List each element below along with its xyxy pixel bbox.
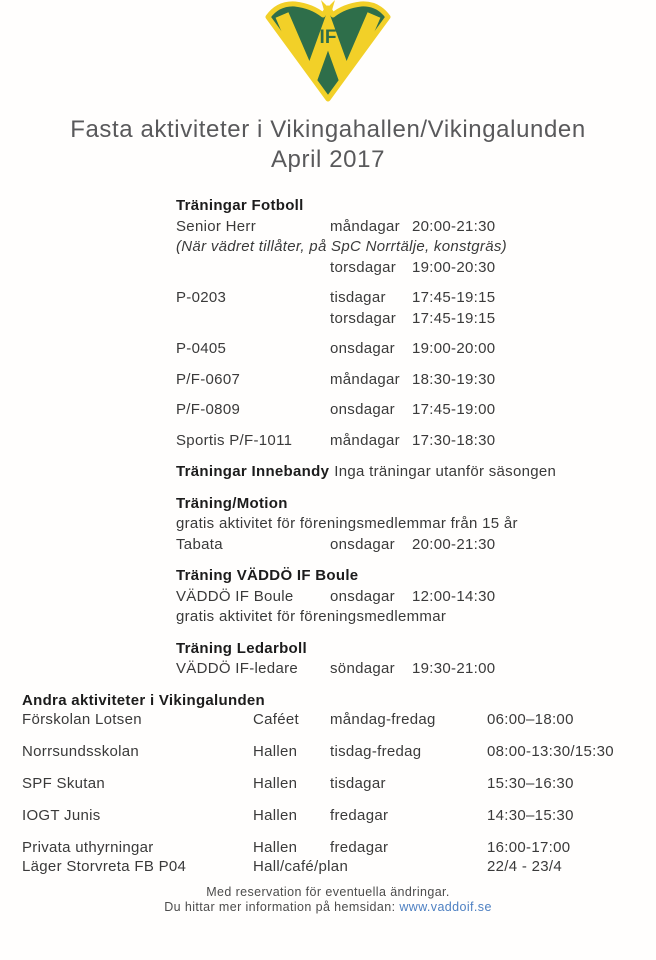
row-time: 17:45-19:15	[412, 309, 496, 327]
row-time: 20:00-21:30	[412, 217, 496, 235]
schedule-row	[176, 431, 656, 452]
row-day: torsdagar	[330, 258, 397, 276]
activity-row	[22, 774, 656, 793]
schedule-row	[176, 587, 656, 608]
spacer	[176, 483, 656, 494]
row-time: 17:45-19:15	[412, 289, 496, 306]
schedule-row	[176, 659, 656, 680]
activity-day: fredagar	[330, 838, 389, 856]
footer-info-text: Du hittar mer information på hemsidan:	[164, 900, 400, 914]
innebandy-note: Inga träningar utanför säsongen	[334, 463, 557, 480]
weather-note: (När vädret tillåter, på SpC Norrtälje, konstgräs)	[176, 238, 507, 255]
row-time: 19:30-21:00	[412, 660, 496, 677]
row-day: måndagar	[330, 217, 400, 235]
logo-if-text: IF	[319, 27, 337, 48]
row-label: Sportis P/F-1011	[176, 431, 293, 449]
section-heading-ledarboll: Träning Ledarboll	[176, 639, 307, 657]
activity-day: fredagar	[330, 806, 389, 824]
spacer	[176, 278, 656, 288]
activity-name: Privata uthyrningar	[22, 838, 154, 856]
section-boule	[176, 566, 656, 628]
title-line2: April 2017	[270, 146, 386, 173]
page-title	[0, 115, 656, 175]
row-time: 12:00-14:30	[412, 587, 496, 605]
activity-place: Hallen	[253, 774, 298, 792]
row-label: Tabata	[176, 535, 223, 553]
spacer	[176, 451, 656, 462]
activity-name: Förskolan Lotsen	[22, 710, 142, 728]
footer-disclaimer: Med reservation för eventuella ändringar.	[206, 884, 450, 899]
section-heading-innebandy: Träningar Innebandy	[176, 463, 330, 480]
spacer	[176, 555, 656, 566]
row-label: P/F-0607	[176, 370, 241, 388]
activity-day: tisdag-fredag	[330, 742, 422, 760]
section-innebandy	[176, 462, 656, 483]
schedule-row	[176, 370, 656, 391]
row-day: onsdagar	[330, 401, 395, 418]
row-label: VÄDDÖ IF-ledare	[176, 660, 299, 677]
activity-time: 15:30–16:30	[487, 774, 574, 792]
activity-name: Norrsundsskolan	[22, 742, 140, 760]
section-heading-andra: Andra aktiviteter i Vikingalunden	[22, 691, 266, 709]
schedule-row	[176, 258, 656, 279]
club-logo	[0, 0, 656, 102]
schedule-row	[176, 217, 656, 238]
activity-place: Hall/café/plan	[253, 857, 349, 875]
training-schedule	[0, 196, 656, 680]
section-heading-fotboll: Träningar Fotboll	[176, 197, 304, 214]
spacer	[176, 390, 656, 400]
schedule-row	[176, 288, 656, 309]
activity-place: Hallen	[253, 742, 298, 760]
activity-row	[22, 806, 656, 825]
activity-day: måndag-fredag	[330, 710, 436, 728]
row-day: onsdagar	[330, 587, 395, 605]
title-line1: Fasta aktiviteter i Vikingahallen/Vikingalunden	[70, 116, 586, 143]
spacer	[176, 360, 656, 370]
row-day: tisdagar	[330, 289, 386, 306]
activity-name: Läger Storvreta FB P04	[22, 857, 187, 875]
activity-place: Caféet	[253, 710, 299, 728]
row-day: onsdagar	[330, 340, 395, 357]
schedule-row	[176, 309, 656, 330]
activity-name: SPF Skutan	[22, 774, 106, 792]
row-label: VÄDDÖ IF Boule	[176, 587, 294, 605]
section-ledarboll	[176, 639, 656, 680]
section-heading-boule: Träning VÄDDÖ IF Boule	[176, 567, 359, 584]
activity-row	[22, 857, 656, 876]
activity-time: 14:30–15:30	[487, 806, 574, 824]
activity-time: 08:00-13:30/15:30	[487, 742, 614, 760]
row-time: 17:30-18:30	[412, 431, 496, 449]
row-label: P/F-0809	[176, 401, 241, 418]
row-time: 19:00-20:30	[412, 258, 496, 276]
row-time: 17:45-19:00	[412, 401, 496, 418]
activity-day	[330, 857, 487, 876]
row-day: onsdagar	[330, 535, 395, 553]
footer-info-line	[0, 900, 656, 916]
schedule-row	[176, 400, 656, 421]
schedule-row	[176, 535, 656, 556]
activity-row	[22, 710, 656, 729]
row-day: måndagar	[330, 431, 400, 449]
activity-time: 22/4 - 23/4	[487, 857, 563, 875]
footer	[0, 885, 656, 916]
boule-note: gratis aktivitet för föreningsmedlemmar	[176, 608, 447, 625]
other-activities	[0, 691, 656, 876]
activity-time: 06:00–18:00	[487, 710, 574, 728]
motion-note: gratis aktivitet för föreningsmedlemmar från 15 år	[176, 515, 518, 532]
schedule-row	[176, 339, 656, 360]
website-link[interactable]: www.vaddoif.se	[399, 900, 492, 914]
activity-row	[22, 742, 656, 761]
row-day: måndagar	[330, 370, 400, 388]
activity-day: tisdagar	[330, 774, 386, 792]
row-label	[176, 258, 330, 279]
row-time: 19:00-20:00	[412, 340, 496, 357]
row-label: P-0203	[176, 289, 227, 306]
row-label	[176, 309, 330, 330]
spacer	[176, 329, 656, 339]
row-day: söndagar	[330, 660, 395, 677]
activity-row	[22, 838, 656, 857]
activity-name: IOGT Junis	[22, 806, 101, 824]
row-label: Senior Herr	[176, 217, 256, 235]
activity-place: Hallen	[253, 806, 298, 824]
spacer	[176, 628, 656, 639]
row-time: 18:30-19:30	[412, 370, 496, 388]
row-day: torsdagar	[330, 309, 397, 327]
row-label: P-0405	[176, 340, 227, 357]
section-heading-motion: Träning/Motion	[176, 494, 288, 512]
activity-time: 16:00-17:00	[487, 838, 571, 856]
spacer	[176, 421, 656, 431]
vaddo-if-crest-icon	[264, 0, 392, 102]
section-motion	[176, 494, 656, 556]
row-time: 20:00-21:30	[412, 535, 496, 553]
activity-place: Hallen	[253, 838, 298, 856]
